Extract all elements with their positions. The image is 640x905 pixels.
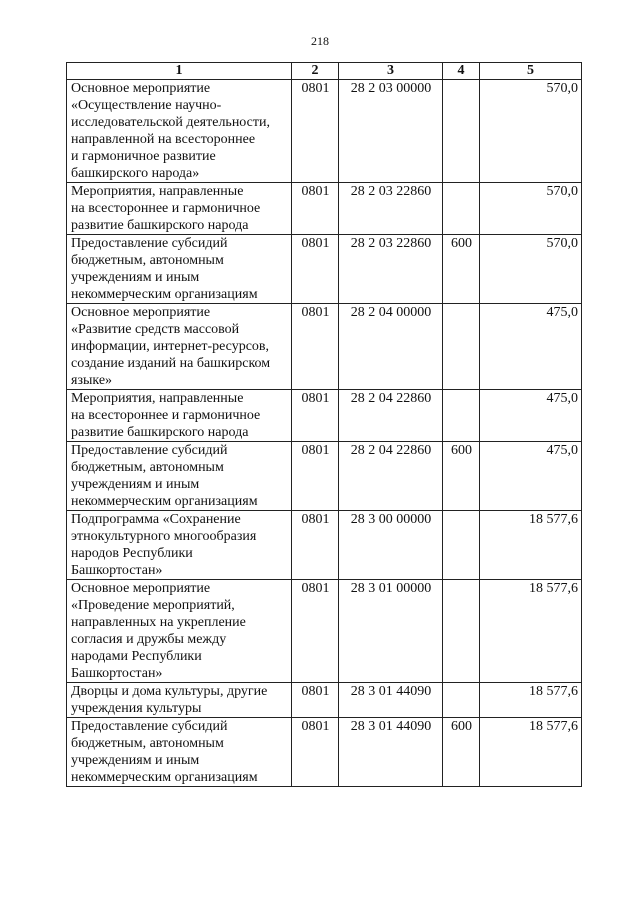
- row-name-cell: [67, 683, 292, 718]
- row-name-line: на всестороннее и гармоничное: [71, 408, 261, 423]
- amount-cell: 570,0: [480, 183, 582, 235]
- target-code-cell: 28 2 04 00000: [339, 304, 443, 390]
- row-name-cell: [67, 304, 292, 390]
- row-name-cell: [67, 511, 292, 580]
- expense-type-cell: [443, 683, 480, 718]
- table-row: [67, 580, 582, 683]
- expense-type-cell: [443, 183, 480, 235]
- row-name-line: развитие башкирского народа: [71, 425, 249, 440]
- target-code-cell: 28 2 03 00000: [339, 80, 443, 183]
- expense-type-cell: 600: [443, 442, 480, 511]
- row-name-line: Предоставление субсидий: [71, 443, 228, 458]
- row-name-line: «Проведение мероприятий,: [71, 598, 235, 613]
- row-name-line: Башкортостан»: [71, 563, 163, 578]
- table-body: [67, 80, 582, 787]
- section-cell: 0801: [292, 183, 339, 235]
- budget-table: [66, 62, 582, 787]
- column-header-amount: 5: [480, 63, 582, 80]
- row-name-cell: [67, 580, 292, 683]
- amount-cell: 18 577,6: [480, 580, 582, 683]
- section-cell: 0801: [292, 304, 339, 390]
- column-header-section: 2: [292, 63, 339, 80]
- table-header-row: [67, 63, 582, 80]
- amount-cell: 570,0: [480, 80, 582, 183]
- column-header-target: 3: [339, 63, 443, 80]
- row-name-line: Предоставление субсидий: [71, 719, 228, 734]
- target-code-cell: 28 2 03 22860: [339, 183, 443, 235]
- expense-type-cell: [443, 511, 480, 580]
- row-name-line: народов Республики: [71, 546, 193, 561]
- table-row: [67, 683, 582, 718]
- row-name-line: Мероприятия, направленные: [71, 184, 244, 199]
- section-cell: 0801: [292, 442, 339, 511]
- row-name-line: некоммерческим организациям: [71, 770, 258, 785]
- row-name-line: Мероприятия, направленные: [71, 391, 244, 406]
- target-code-cell: 28 2 04 22860: [339, 390, 443, 442]
- amount-cell: 18 577,6: [480, 683, 582, 718]
- table-row: [67, 80, 582, 183]
- row-name-line: бюджетным, автономным: [71, 253, 224, 268]
- expense-type-cell: [443, 580, 480, 683]
- row-name-line: Основное мероприятие: [71, 81, 211, 96]
- row-name-line: языке»: [71, 373, 113, 388]
- amount-cell: 475,0: [480, 304, 582, 390]
- section-cell: 0801: [292, 235, 339, 304]
- row-name-line: и гармоничное развитие: [71, 149, 216, 164]
- amount-cell: 18 577,6: [480, 511, 582, 580]
- row-name-line: народами Республики: [71, 649, 202, 664]
- row-name-cell: [67, 235, 292, 304]
- expense-type-cell: [443, 390, 480, 442]
- row-name-line: Основное мероприятие: [71, 581, 211, 596]
- row-name-line: учреждениям и иным: [71, 753, 200, 768]
- table-row: [67, 235, 582, 304]
- target-code-cell: 28 2 04 22860: [339, 442, 443, 511]
- row-name-line: учреждениям и иным: [71, 270, 200, 285]
- table-row: [67, 511, 582, 580]
- row-name-line: башкирского народа»: [71, 166, 200, 181]
- row-name-line: направленной на всестороннее: [71, 132, 256, 147]
- amount-cell: 18 577,6: [480, 718, 582, 787]
- row-name-line: развитие башкирского народа: [71, 218, 249, 233]
- section-cell: 0801: [292, 580, 339, 683]
- row-name-cell: [67, 183, 292, 235]
- row-name-cell: [67, 390, 292, 442]
- table-row: [67, 183, 582, 235]
- amount-cell: 475,0: [480, 390, 582, 442]
- row-name-line: Дворцы и дома культуры, другие: [71, 684, 268, 699]
- section-cell: 0801: [292, 80, 339, 183]
- expense-type-cell: [443, 304, 480, 390]
- row-name-line: учреждения культуры: [71, 701, 202, 716]
- target-code-cell: 28 3 01 44090: [339, 683, 443, 718]
- expense-type-cell: 600: [443, 235, 480, 304]
- target-code-cell: 28 2 03 22860: [339, 235, 443, 304]
- table-row: [67, 718, 582, 787]
- amount-cell: 570,0: [480, 235, 582, 304]
- expense-type-cell: [443, 80, 480, 183]
- row-name-line: исследовательской деятельности,: [71, 115, 270, 130]
- row-name-line: Подпрограмма «Сохранение: [71, 512, 241, 527]
- table-row: [67, 304, 582, 390]
- row-name-line: некоммерческим организациям: [71, 494, 258, 509]
- row-name-line: некоммерческим организациям: [71, 287, 258, 302]
- target-code-cell: 28 3 01 44090: [339, 718, 443, 787]
- row-name-cell: [67, 718, 292, 787]
- column-header-name: 1: [67, 63, 292, 80]
- row-name-line: направленных на укрепление: [71, 615, 246, 630]
- page-number: 218: [311, 34, 329, 48]
- row-name-line: Предоставление субсидий: [71, 236, 228, 251]
- section-cell: 0801: [292, 718, 339, 787]
- expense-type-cell: 600: [443, 718, 480, 787]
- table-row: [67, 442, 582, 511]
- row-name-line: на всестороннее и гармоничное: [71, 201, 261, 216]
- row-name-line: информации, интернет-ресурсов,: [71, 339, 270, 354]
- row-name-line: создание изданий на башкирском: [71, 356, 271, 371]
- row-name-line: «Осуществление научно-: [71, 98, 222, 113]
- section-cell: 0801: [292, 683, 339, 718]
- row-name-cell: [67, 442, 292, 511]
- target-code-cell: 28 3 00 00000: [339, 511, 443, 580]
- row-name-line: учреждениям и иным: [71, 477, 200, 492]
- row-name-line: этнокультурного многообразия: [71, 529, 257, 544]
- row-name-line: Башкортостан»: [71, 666, 163, 681]
- row-name-line: согласия и дружбы между: [71, 632, 227, 647]
- row-name-line: бюджетным, автономным: [71, 460, 224, 475]
- section-cell: 0801: [292, 390, 339, 442]
- target-code-cell: 28 3 01 00000: [339, 580, 443, 683]
- column-header-expense-type: 4: [443, 63, 480, 80]
- row-name-cell: [67, 80, 292, 183]
- row-name-line: Основное мероприятие: [71, 305, 211, 320]
- amount-cell: 475,0: [480, 442, 582, 511]
- section-cell: 0801: [292, 511, 339, 580]
- row-name-line: бюджетным, автономным: [71, 736, 224, 751]
- table-row: [67, 390, 582, 442]
- row-name-line: «Развитие средств массовой: [71, 322, 240, 337]
